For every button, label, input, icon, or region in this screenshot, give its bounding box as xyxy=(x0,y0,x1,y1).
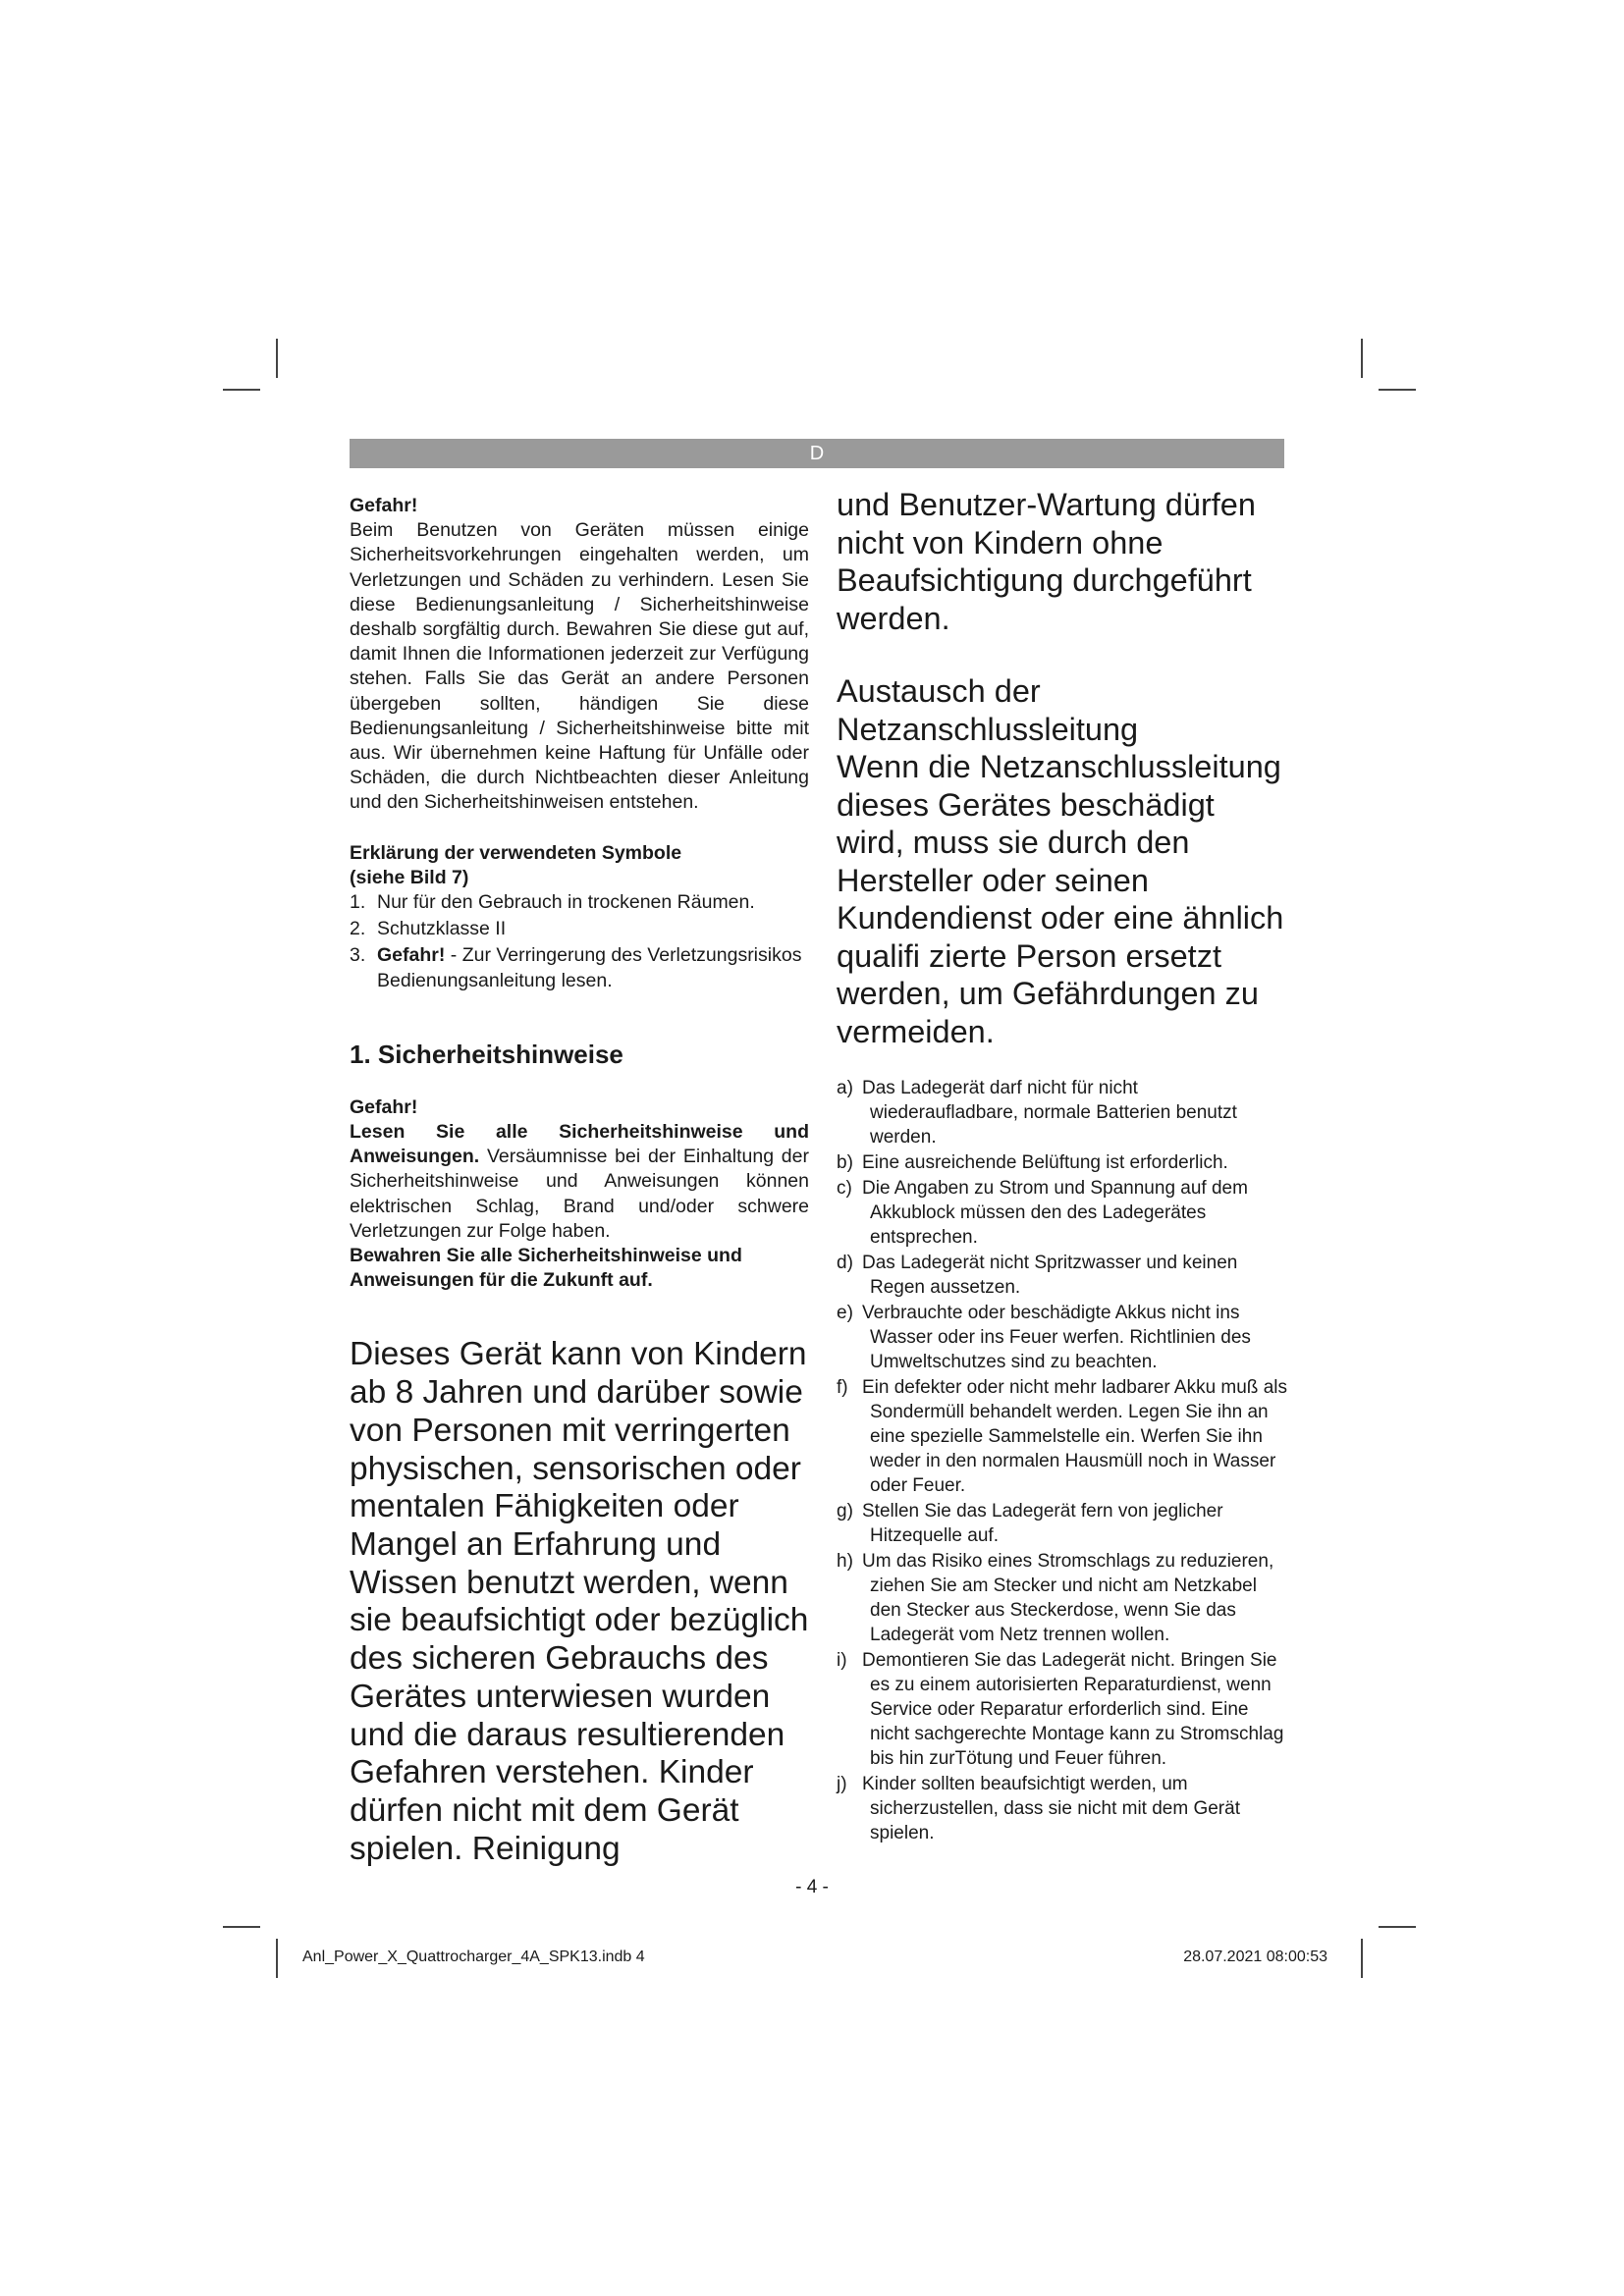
section-title: 1. Sicherheitshinweise xyxy=(350,1039,623,1069)
language-tab: D xyxy=(809,443,825,464)
read-instructions-paragraph: Lesen Sie alle Sicherheitshinweise und Anweisungen. Versäumnisse bei der Einhaltung der Sicherheitshinweise und Anweisungen können elektrischen Schlag, Brand und/oder schwere Verletzungen zur Folge haben. xyxy=(350,1121,809,1242)
symbols-heading: Erklärung der verwendeten Symbole xyxy=(350,841,682,864)
crop-mark xyxy=(1379,389,1416,391)
symbols-subheading: (siehe Bild 7) xyxy=(350,866,469,888)
footer-filename: Anl_Power_X_Quattrocharger_4A_SPK13.indb 4 xyxy=(302,1949,645,1965)
list-item: g) Stellen Sie das Ladegerät fern von jeglicher Hitzequelle auf. xyxy=(837,1501,1223,1546)
children-warning: Dieses Gerät kann von Kindern ab 8 Jahren und darüber sowie von Personen mit verringerten physischen, sensorischen oder mentalen Fähigkeiten oder Mangel an Erfahrung und Wissen benutzt werden, wenn sie beaufsichtigt oder bezüglich des sicheren Gebrauchs des Gerätes unterwiesen wurden und die daraus resultierenden Gefahren verstehen. Kinder dürfen nicht mit dem Gerät spielen. Reinigung xyxy=(350,1336,809,1867)
crop-mark xyxy=(1361,1939,1363,1978)
crop-mark xyxy=(223,1926,260,1928)
safety-list xyxy=(837,1076,1288,1845)
list-item: c) Die Angaben zu Strom und Spannung auf dem Akkublock müssen den des Ladegerätes entsprechen. xyxy=(837,1178,1248,1248)
intro-heading: Gefahr! xyxy=(350,495,418,516)
crop-mark xyxy=(276,339,278,378)
crop-mark xyxy=(223,389,260,391)
footer-timestamp: 28.07.2021 08:00:53 xyxy=(1183,1949,1327,1965)
crop-mark xyxy=(1361,339,1363,378)
symbols-list xyxy=(350,890,809,993)
crop-mark xyxy=(1379,1926,1416,1928)
list-item: 3. Gefahr! - Zur Verringerung des Verletzungsrisikos Bedienungsanleitung lesen. xyxy=(350,944,802,991)
list-item: 1. Nur für den Gebrauch in trockenen Räumen. xyxy=(350,891,755,914)
list-item: h) Um das Risiko eines Stromschlags zu reduzieren, ziehen Sie am Stecker und nicht am Netzkabel den Stecker aus Steckerdose, wenn Sie das Ladegerät vom Netz trennen wollen. xyxy=(837,1551,1274,1645)
danger-label: Gefahr! xyxy=(350,1095,418,1118)
keep-instructions-note: Bewahren Sie alle Sicherheitshinweise und Anweisungen für die Zukunft auf. xyxy=(350,1245,742,1292)
list-item: 2. Schutzklasse II xyxy=(350,918,507,940)
list-item: a) Das Ladegerät darf nicht für nicht wiederaufladbare, normale Batterien benutzt werden. xyxy=(837,1078,1237,1148)
list-item: b) Eine ausreichende Belüftung ist erforderlich. xyxy=(837,1152,1228,1173)
crop-mark xyxy=(276,1939,278,1978)
list-item: f) Ein defekter oder nicht mehr ladbarer Akku muß als Sondermüll behandelt werden. Legen Sie ihn an eine spezielle Sammelstelle ein. Werfen Sie ihn weder in den normalen Hausmüll noch in Wasser oder Feuer. xyxy=(837,1377,1287,1496)
language-header-bar xyxy=(350,439,1284,468)
intro-paragraph: Beim Benutzen von Geräten müssen einige Sicherheitsvorkehrungen eingehalten werden, um Verletzungen und Schäden zu verhindern. Lesen Sie diese Bedienungsanleitung / Sicherheitshinweise deshalb sorgfältig durch. Bewahren Sie diese gut auf, damit Ihnen die Informationen jederzeit zur Verfügung stehen. Falls Sie das Gerät an andere Personen übergeben sollten, händigen Sie diese Bedienungsanleitung / Sicherheitshinweise bitte mit aus. Wir übernehmen keine Haftung für Unfälle oder Schäden, die durch Nichtbeachten dieser Anleitung und den Sicherheitshinweisen entstehen. xyxy=(350,519,809,814)
list-item: d) Das Ladegerät nicht Spritzwasser und keinen Regen aussetzen. xyxy=(837,1253,1238,1298)
cable-replacement-text: Wenn die Netzanschlussleitung dieses Gerätes beschädigt wird, muss sie durch den Hersteller oder seinen Kundendienst oder eine ähnlich qualifi zierte Person ersetzt werden, um Gefährdungen zu vermeiden. xyxy=(837,749,1284,1049)
cable-replacement-heading: Austausch der Netzanschlussleitung xyxy=(837,673,1139,747)
right-column xyxy=(837,486,1288,1846)
page-number: - 4 - xyxy=(795,1877,829,1897)
children-warning-continued: und Benutzer-Wartung dürfen nicht von Kindern ohne Beaufsichtigung durchgeführt werden. xyxy=(837,487,1256,636)
list-item: i) Demontieren Sie das Ladegerät nicht. Bringen Sie es zu einem autorisierten Reparaturdienst, wenn Service oder Reparatur erforderlich sind. Eine nicht sachgerechte Montage kann zu Stromschlag bis hin zurTötung und Feuer führen. xyxy=(837,1650,1284,1769)
left-column xyxy=(350,494,809,1868)
list-item: e) Verbrauchte oder beschädigte Akkus nicht ins Wasser oder ins Feuer werfen. Richtlinien des Umweltschutzes sind zu beachten. xyxy=(837,1303,1251,1372)
list-item: j) Kinder sollten beaufsichtigt werden, um sicherzustellen, dass sie nicht mit dem Gerät spielen. xyxy=(837,1774,1240,1843)
